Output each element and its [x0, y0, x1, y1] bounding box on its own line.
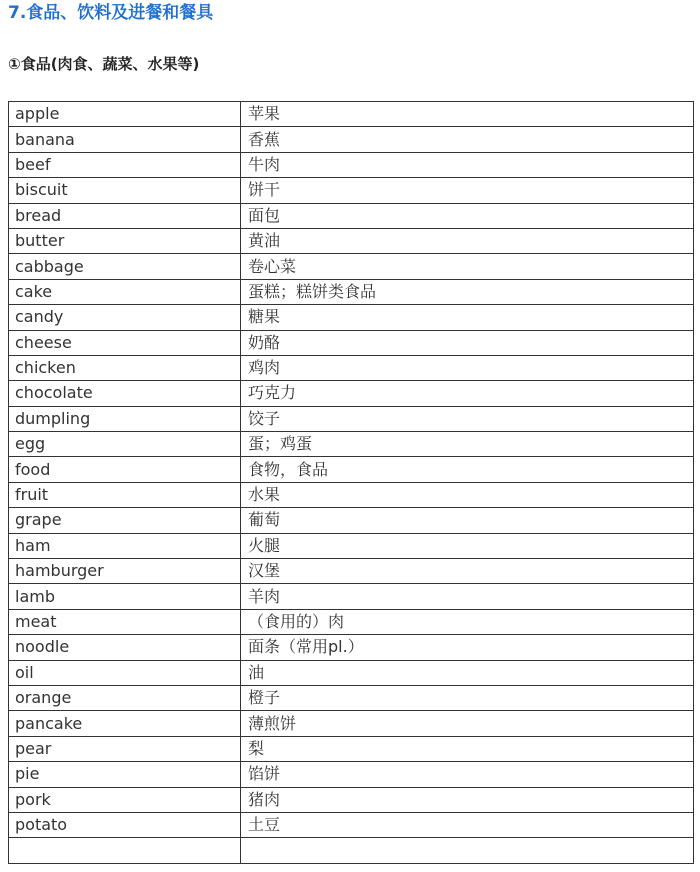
table-row	[9, 559, 694, 584]
table-row	[9, 812, 694, 837]
english-word-cell: biscuit	[9, 178, 241, 203]
table-row	[9, 584, 694, 609]
table-row	[9, 203, 694, 228]
english-word-cell: potato	[9, 812, 241, 837]
english-word-cell: orange	[9, 685, 241, 710]
chinese-meaning-cell: 面包	[241, 203, 694, 228]
table-row	[9, 228, 694, 253]
chinese-meaning-cell: 水果	[241, 482, 694, 507]
chinese-meaning-cell: 卷心菜	[241, 254, 694, 279]
chinese-meaning-cell: 牛肉	[241, 152, 694, 177]
table-row	[9, 660, 694, 685]
chinese-meaning-cell: 黄油	[241, 228, 694, 253]
chinese-meaning-cell: 橙子	[241, 685, 694, 710]
chinese-meaning-cell: （食用的）肉	[241, 609, 694, 634]
chinese-meaning-cell: 面条（常用pl.）	[241, 635, 694, 660]
english-word-cell: meat	[9, 609, 241, 634]
chinese-meaning-cell: 糖果	[241, 305, 694, 330]
english-word-cell: lamb	[9, 584, 241, 609]
english-word-cell: cake	[9, 279, 241, 304]
english-word-cell: candy	[9, 305, 241, 330]
subsection-heading: ①食品(肉食、蔬菜、水果等)	[8, 55, 200, 73]
chinese-meaning-cell: 饺子	[241, 406, 694, 431]
table-row	[9, 355, 694, 380]
english-word-cell: apple	[9, 102, 241, 127]
english-word-cell: food	[9, 457, 241, 482]
table-row	[9, 406, 694, 431]
english-word-cell: beef	[9, 152, 241, 177]
table-row	[9, 279, 694, 304]
english-word-cell: chocolate	[9, 381, 241, 406]
chinese-meaning-cell: 食物，食品	[241, 457, 694, 482]
chinese-meaning-cell: 葡萄	[241, 508, 694, 533]
chinese-meaning-cell: 饼干	[241, 178, 694, 203]
chinese-meaning-cell: 猪肉	[241, 787, 694, 812]
table-row	[9, 127, 694, 152]
english-word-cell: chicken	[9, 355, 241, 380]
chinese-meaning-cell: 奶酪	[241, 330, 694, 355]
chinese-meaning-cell: 土豆	[241, 812, 694, 837]
table-row	[9, 787, 694, 812]
table-row	[9, 762, 694, 787]
table-row	[9, 457, 694, 482]
table-row	[9, 482, 694, 507]
english-word-cell	[9, 838, 241, 863]
english-word-cell: oil	[9, 660, 241, 685]
english-word-cell: bread	[9, 203, 241, 228]
table-row	[9, 178, 694, 203]
table-row	[9, 711, 694, 736]
english-word-cell: fruit	[9, 482, 241, 507]
table-row	[9, 685, 694, 710]
chinese-meaning-cell: 羊肉	[241, 584, 694, 609]
chinese-meaning-cell: 馅饼	[241, 762, 694, 787]
chinese-meaning-cell: 巧克力	[241, 381, 694, 406]
english-word-cell: pancake	[9, 711, 241, 736]
table-row	[9, 533, 694, 558]
chinese-meaning-cell: 薄煎饼	[241, 711, 694, 736]
english-word-cell: banana	[9, 127, 241, 152]
table-row	[9, 330, 694, 355]
table-row	[9, 381, 694, 406]
chinese-meaning-cell: 油	[241, 660, 694, 685]
chinese-meaning-cell: 苹果	[241, 102, 694, 127]
english-word-cell: noodle	[9, 635, 241, 660]
english-word-cell: dumpling	[9, 406, 241, 431]
table-row	[9, 838, 694, 863]
english-word-cell: butter	[9, 228, 241, 253]
english-word-cell: egg	[9, 432, 241, 457]
table-row	[9, 254, 694, 279]
chinese-meaning-cell: 蛋糕；糕饼类食品	[241, 279, 694, 304]
english-word-cell: pork	[9, 787, 241, 812]
english-word-cell: grape	[9, 508, 241, 533]
section-heading: 7.食品、饮料及进餐和餐具	[8, 3, 214, 23]
chinese-meaning-cell: 香蕉	[241, 127, 694, 152]
table-row	[9, 102, 694, 127]
english-word-cell: pie	[9, 762, 241, 787]
english-word-cell: ham	[9, 533, 241, 558]
table-row	[9, 152, 694, 177]
chinese-meaning-cell: 火腿	[241, 533, 694, 558]
table-row	[9, 508, 694, 533]
english-word-cell: hamburger	[9, 559, 241, 584]
chinese-meaning-cell: 梨	[241, 736, 694, 761]
chinese-meaning-cell: 鸡肉	[241, 355, 694, 380]
chinese-meaning-cell	[241, 838, 694, 863]
english-word-cell: cheese	[9, 330, 241, 355]
table-row	[9, 432, 694, 457]
english-word-cell: cabbage	[9, 254, 241, 279]
table-row	[9, 736, 694, 761]
table-row	[9, 635, 694, 660]
vocabulary-table-body	[9, 102, 694, 864]
chinese-meaning-cell: 汉堡	[241, 559, 694, 584]
vocabulary-table	[8, 101, 694, 864]
english-word-cell: pear	[9, 736, 241, 761]
table-row	[9, 609, 694, 634]
chinese-meaning-cell: 蛋；鸡蛋	[241, 432, 694, 457]
table-row	[9, 305, 694, 330]
